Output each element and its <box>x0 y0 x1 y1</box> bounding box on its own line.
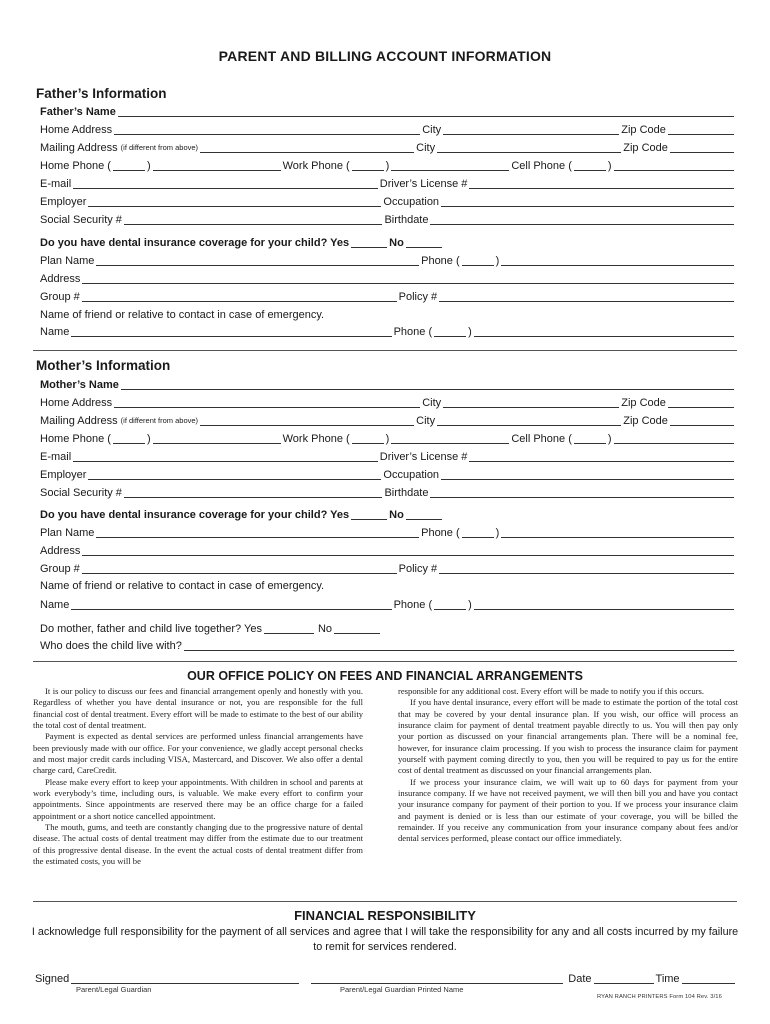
policy-paragraph: The mouth, gums, and teeth are constantly changing due to the progressive nature of dental disease. The actual costs of dental treatment may differ from the estimate due to our treatment of this progressive dental disease. In the event the actual costs of dental treatment differ from the estimated costs, you will be <box>33 822 363 867</box>
father-home-phone-area-field[interactable] <box>113 160 145 171</box>
mother-plan-phone-label: Phone ( <box>421 527 460 539</box>
father-mailing-address-field[interactable] <box>200 142 414 153</box>
time-label: Time <box>655 973 680 985</box>
guardian-sub-label: Parent/Legal Guardian <box>76 985 152 994</box>
father-insurance-no-label: No <box>389 237 404 249</box>
father-name-field[interactable] <box>118 106 734 117</box>
father-occupation-label: Occupation <box>383 196 440 208</box>
mother-work-phone-area-field[interactable] <box>352 433 384 444</box>
father-cell-phone-field[interactable] <box>614 160 734 171</box>
mother-work-phone-label: Work Phone ( <box>282 433 350 445</box>
father-plan-phone-field[interactable] <box>501 255 734 266</box>
mother-plan-name-label: Plan Name <box>40 527 95 539</box>
time-field[interactable] <box>682 973 735 984</box>
policy-left-column <box>33 686 363 868</box>
mother-emergency-phone-label: Phone ( <box>393 599 433 611</box>
father-emergency-phone-area-field[interactable] <box>434 326 466 337</box>
father-plan-phone-paren: ) <box>495 255 500 267</box>
mother-insurance-yes-field[interactable] <box>351 509 387 520</box>
father-name-label: Father’s Name <box>40 106 116 118</box>
mother-emergency-phone-field[interactable] <box>474 599 734 610</box>
policy-paragraph: If we process your insurance claim, we will wait up to 60 days for payment from your insurance company. If we have not received payment, we will then bill you and have you contact your insurance company for payment of their portion to you. If we process your insurance claim and payment is denied or is less than our estimate of your coverage, you will be billed the remainder. If you receive any communication from your insurance company about fees and/or dental services performed, please contact our office immediately. <box>398 776 738 844</box>
mother-policy-field[interactable] <box>439 563 734 574</box>
mother-mailing-address-field[interactable] <box>200 415 414 426</box>
father-zip-label: Zip Code <box>621 124 666 136</box>
father-cell-phone-label: Cell Phone ( <box>511 160 572 172</box>
father-drivers-license-label: Driver’s License # <box>379 178 468 190</box>
mother-work-phone-field[interactable] <box>391 433 509 444</box>
mother-group-label: Group # <box>40 563 80 575</box>
father-plan-name-field[interactable] <box>96 255 419 266</box>
date-label: Date <box>568 973 592 985</box>
mother-name-label: Mother’s Name <box>40 379 119 391</box>
mother-emergency-name-field[interactable] <box>71 599 391 610</box>
father-home-phone-field[interactable] <box>153 160 281 171</box>
date-field[interactable] <box>594 973 654 984</box>
mother-home-phone-field[interactable] <box>153 433 281 444</box>
mother-email-field[interactable] <box>73 451 378 462</box>
father-plan-phone-area-field[interactable] <box>462 255 494 266</box>
policy-paragraph: It is our policy to discuss our fees and financial arrangement openly and honestly with you. Regardless of whether you have dental insurance or not, you are responsible for the full financial cost of dental treatment. Every effort will be made to estimate to the best of our ability the total cost of dental treatment. <box>33 686 363 731</box>
mother-plan-phone-field[interactable] <box>501 527 734 538</box>
father-zip-field[interactable] <box>668 124 734 135</box>
father-email-label: E-mail <box>40 178 72 190</box>
mother-home-phone-area-field[interactable] <box>113 433 145 444</box>
mother-section-heading: Mother’s Information <box>36 358 171 373</box>
mother-if-different-note: (if different from above) <box>120 416 199 425</box>
father-mailing-city-field[interactable] <box>437 142 621 153</box>
father-work-phone-label: Work Phone ( <box>282 160 350 172</box>
mother-home-address-field[interactable] <box>114 397 420 408</box>
mother-plan-address-field[interactable] <box>82 545 734 556</box>
father-employer-field[interactable] <box>88 196 381 207</box>
mother-birthdate-field[interactable] <box>430 487 734 498</box>
father-birthdate-label: Birthdate <box>384 214 429 226</box>
father-policy-field[interactable] <box>439 291 734 302</box>
mother-name-field[interactable] <box>121 379 734 390</box>
father-insurance-question: Do you have dental insurance coverage for your child? Yes <box>40 237 350 249</box>
mother-work-phone-paren: ) <box>385 433 390 445</box>
mother-mailing-zip-label: Zip Code <box>623 415 668 427</box>
section-divider <box>33 661 737 662</box>
mother-plan-name-field[interactable] <box>96 527 419 538</box>
father-birthdate-field[interactable] <box>430 214 734 225</box>
mother-employer-label: Employer <box>40 469 87 481</box>
father-mailing-address-label: Mailing Address <box>40 142 118 154</box>
section-divider <box>33 350 737 351</box>
child-lives-with-label: Who does the child live with? <box>40 640 182 652</box>
mother-drivers-license-field[interactable] <box>469 451 734 462</box>
father-occupation-field[interactable] <box>441 196 734 207</box>
father-policy-label: Policy # <box>398 291 438 303</box>
father-home-address-field[interactable] <box>114 124 420 135</box>
mother-home-phone-paren: ) <box>146 433 151 445</box>
mother-mailing-zip-field[interactable] <box>670 415 734 426</box>
mother-mailing-address-label: Mailing Address <box>40 415 118 427</box>
father-section-heading: Father’s Information <box>36 86 167 101</box>
father-email-field[interactable] <box>73 178 378 189</box>
father-group-field[interactable] <box>82 291 397 302</box>
father-friend-note: Name of friend or relative to contact in case of emergency. <box>40 309 325 321</box>
mother-plan-phone-area-field[interactable] <box>462 527 494 538</box>
financial-title: FINANCIAL RESPONSIBILITY <box>294 908 476 923</box>
father-city-label: City <box>422 124 442 136</box>
mother-plan-phone-paren: ) <box>495 527 500 539</box>
mother-city-label: City <box>422 397 442 409</box>
mother-ssn-field[interactable] <box>124 487 383 498</box>
form-footer: RYAN RANCH PRINTERS Form 104 Rev. 3/16 <box>597 994 722 1000</box>
mother-friend-note: Name of friend or relative to contact in case of emergency. <box>40 580 325 592</box>
page-title: PARENT AND BILLING ACCOUNT INFORMATION <box>218 48 552 64</box>
mother-plan-address-label: Address <box>40 545 81 557</box>
father-mailing-zip-field[interactable] <box>670 142 734 153</box>
signature-field[interactable] <box>71 973 299 984</box>
father-plan-address-label: Address <box>40 273 81 285</box>
mother-occupation-label: Occupation <box>383 469 440 481</box>
father-work-phone-area-field[interactable] <box>352 160 384 171</box>
live-together-no-label: No <box>317 623 333 635</box>
father-mailing-city-label: City <box>416 142 436 154</box>
financial-acknowledgement: I acknowledge full responsibility for the payment of all services and agree that I will take the responsibility for any and all costs incurred by my failure to remit for services rendered. <box>31 926 739 953</box>
father-employer-label: Employer <box>40 196 87 208</box>
mother-insurance-no-field[interactable] <box>406 509 442 520</box>
father-insurance-no-field[interactable] <box>406 237 442 248</box>
section-divider <box>33 901 737 902</box>
father-home-address-label: Home Address <box>40 124 113 136</box>
mother-birthdate-label: Birthdate <box>384 487 429 499</box>
mother-mailing-city-label: City <box>416 415 436 427</box>
mother-home-address-label: Home Address <box>40 397 113 409</box>
policy-right-column <box>398 686 738 845</box>
mother-drivers-license-label: Driver’s License # <box>379 451 468 463</box>
mother-email-label: E-mail <box>40 451 72 463</box>
father-ssn-label: Social Security # <box>40 214 122 226</box>
policy-paragraph: Please make every effort to keep your appointments. With children in school and parents at work everybody’s time, including ours, is valuable. We make every effort to confirm your appointments. Since appointments are reserved there may be an office charge for a failed appointment or a short notice cancelled appointment. <box>33 776 363 821</box>
father-work-phone-field[interactable] <box>391 160 509 171</box>
mother-zip-field[interactable] <box>668 397 734 408</box>
father-emergency-phone-label: Phone ( <box>393 326 433 338</box>
mother-cell-phone-area-field[interactable] <box>574 433 606 444</box>
signed-label: Signed <box>35 973 70 985</box>
mother-mailing-city-field[interactable] <box>437 415 621 426</box>
father-mailing-zip-label: Zip Code <box>623 142 668 154</box>
father-work-phone-paren: ) <box>385 160 390 172</box>
mother-group-field[interactable] <box>82 563 397 574</box>
mother-insurance-question: Do you have dental insurance coverage for your child? Yes <box>40 509 350 521</box>
printed-name-field[interactable] <box>311 973 563 984</box>
policy-paragraph: Payment is expected as dental services are performed unless financial arrangements have been previously made with our office. For your convenience, we gladly accept personal checks and most major credit cards including VISA, Mastercard, and Discover. We also offer a dental charge card, CareCredit. <box>33 731 363 776</box>
mother-city-field[interactable] <box>443 397 619 408</box>
father-plan-address-field[interactable] <box>82 273 734 284</box>
mother-cell-phone-label: Cell Phone ( <box>511 433 572 445</box>
father-city-field[interactable] <box>443 124 619 135</box>
policy-paragraph: responsible for any additional cost. Every effort will be made to notify you if this occurs. <box>398 686 705 696</box>
father-plan-phone-label: Phone ( <box>421 255 460 267</box>
father-group-label: Group # <box>40 291 80 303</box>
father-ssn-field[interactable] <box>124 214 383 225</box>
mother-emergency-phone-paren: ) <box>468 599 472 611</box>
mother-policy-label: Policy # <box>398 563 438 575</box>
live-together-question: Do mother, father and child live together? Yes <box>40 623 262 635</box>
father-cell-phone-paren: ) <box>607 160 612 172</box>
live-together-no-field[interactable] <box>334 623 380 634</box>
father-insurance-yes-field[interactable] <box>351 237 387 248</box>
mother-emergency-phone-area-field[interactable] <box>434 599 466 610</box>
mother-emergency-name-label: Name <box>40 599 70 611</box>
father-home-phone-paren: ) <box>146 160 151 172</box>
father-emergency-phone-paren: ) <box>468 326 472 338</box>
father-plan-name-label: Plan Name <box>40 255 95 267</box>
printed-name-sub-label: Parent/Legal Guardian Printed Name <box>340 985 464 994</box>
mother-employer-field[interactable] <box>88 469 381 480</box>
father-if-different-note: (if different from above) <box>120 143 199 152</box>
policy-paragraph: If you have dental insurance, every effort will be made to estimate the portion of the total cost that may be covered by your dental insurance plan. If you wish, our office will process an insurance claim for payment of dental treatment payable directly to us. You will then pay only your portion as discussed on your financial arrangements plan. There will be a nominal fee, however, for insurance claim processing. If you wish to process the insurance claim for payment yourself with payment coming directly to you, then you will be required to pay us for the entire cost of dental treatment as discussed on your financial arrangements plan. <box>398 697 738 776</box>
father-emergency-name-label: Name <box>40 326 70 338</box>
father-home-phone-label: Home Phone ( <box>40 160 111 172</box>
mother-home-phone-label: Home Phone ( <box>40 433 111 445</box>
father-emergency-name-field[interactable] <box>71 326 391 337</box>
father-emergency-phone-field[interactable] <box>474 326 734 337</box>
mother-insurance-no-label: No <box>389 509 404 521</box>
mother-cell-phone-paren: ) <box>607 433 612 445</box>
mother-occupation-field[interactable] <box>441 469 734 480</box>
policy-title: OUR OFFICE POLICY ON FEES AND FINANCIAL ARRANGEMENTS <box>187 669 583 683</box>
mother-cell-phone-field[interactable] <box>614 433 734 444</box>
father-drivers-license-field[interactable] <box>469 178 734 189</box>
live-together-yes-field[interactable] <box>264 623 314 634</box>
mother-ssn-label: Social Security # <box>40 487 122 499</box>
child-lives-with-field[interactable] <box>184 640 734 651</box>
mother-zip-label: Zip Code <box>621 397 666 409</box>
father-cell-phone-area-field[interactable] <box>574 160 606 171</box>
